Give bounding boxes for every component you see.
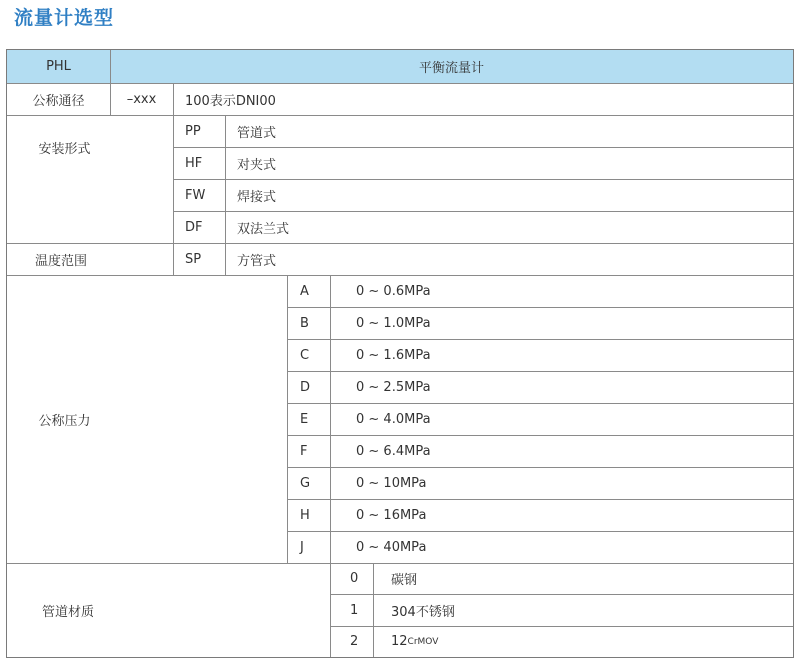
header-code-cell (7, 50, 110, 83)
pressure-desc-f (330, 435, 793, 467)
material-code-1 (330, 594, 373, 626)
pressure-code: C (300, 347, 310, 363)
caliber-desc: 100表示DNI00 (185, 93, 276, 109)
row-divider (287, 531, 793, 532)
row-divider (7, 115, 793, 116)
pressure-desc-a (330, 275, 793, 307)
pressure-desc: 0 ~ 16MPa (356, 507, 427, 523)
row-divider (330, 594, 793, 595)
row-divider (7, 243, 793, 244)
material-code-0 (330, 563, 373, 594)
row-divider (7, 83, 793, 84)
pressure-code-g (287, 467, 330, 499)
caliber-label: 公称通径 (32, 93, 85, 109)
material-code: 1 (350, 602, 359, 618)
pressure-desc: 0 ~ 4.0MPa (356, 411, 431, 427)
caliber-code-cell (110, 83, 173, 115)
pressure-desc: 0 ~ 6.4MPa (356, 443, 431, 459)
material-code: 0 (350, 571, 359, 586)
install-desc: 对夹式 (237, 157, 277, 173)
row-divider (287, 467, 793, 468)
pressure-desc: 0 ~ 1.0MPa (356, 315, 431, 331)
pressure-code: G (300, 475, 311, 491)
column-divider (173, 83, 174, 115)
row-divider (173, 179, 793, 180)
material-desc-2 (373, 626, 793, 657)
header-code: PHL (46, 59, 71, 74)
page-title: 流量计选型 (14, 7, 115, 29)
row-divider (287, 499, 793, 500)
pressure-code: B (300, 315, 309, 331)
row-divider (287, 435, 793, 436)
pressure-desc-d (330, 371, 793, 403)
install-code-hf (173, 147, 225, 179)
pressure-label-cell (7, 275, 122, 563)
material-desc-main: 12 (391, 634, 408, 649)
temperature-code: SP (185, 251, 202, 267)
install-code: PP (185, 123, 201, 139)
material-desc-0 (373, 563, 793, 594)
install-code-pp (173, 115, 225, 147)
material-desc: 304不锈钢 (391, 604, 455, 620)
row-divider (7, 275, 793, 276)
material-desc-sub: CrMOV (407, 636, 439, 647)
selection-table (6, 49, 794, 658)
pressure-code: A (300, 283, 309, 299)
temperature-label: 温度范围 (35, 253, 88, 269)
temperature-desc: 方管式 (237, 253, 277, 269)
install-desc: 管道式 (237, 125, 277, 141)
column-divider (373, 563, 374, 657)
pressure-desc: 0 ~ 40MPa (356, 539, 427, 555)
row-divider (287, 339, 793, 340)
pressure-code-f (287, 435, 330, 467)
column-divider (173, 115, 174, 275)
pressure-code: H (300, 507, 310, 523)
column-divider (225, 115, 226, 275)
pressure-code-e (287, 403, 330, 435)
column-divider (330, 275, 331, 657)
pressure-code: E (300, 411, 309, 427)
row-divider (287, 307, 793, 308)
header-name-cell (110, 50, 793, 83)
install-code-fw (173, 179, 225, 211)
pressure-desc-e (330, 403, 793, 435)
row-divider (7, 563, 793, 564)
temperature-desc-cell (225, 243, 793, 275)
install-code-df (173, 211, 225, 243)
material-code: 2 (350, 634, 359, 649)
row-divider (173, 147, 793, 148)
install-label: 安装形式 (38, 141, 91, 157)
pressure-code-j (287, 531, 330, 563)
pressure-desc-j (330, 531, 793, 563)
pressure-code: D (300, 379, 311, 395)
pressure-code: F (300, 443, 308, 459)
material-label: 管道材质 (41, 604, 94, 620)
install-desc: 双法兰式 (237, 221, 290, 237)
install-code: HF (185, 155, 203, 171)
install-code: DF (185, 219, 203, 235)
column-divider (287, 275, 288, 563)
material-code-2 (330, 626, 373, 657)
row-divider (287, 371, 793, 372)
caliber-code: –xxx (126, 91, 157, 107)
temperature-label-cell (21, 243, 171, 275)
pressure-desc: 0 ~ 1.6MPa (356, 347, 431, 363)
row-divider (330, 626, 793, 627)
pressure-desc: 0 ~ 2.5MPa (356, 379, 431, 395)
pressure-desc-b (330, 307, 793, 339)
temperature-code-cell (173, 243, 225, 275)
column-divider (110, 50, 111, 115)
pressure-desc-h (330, 499, 793, 531)
caliber-desc-cell (173, 83, 793, 115)
pressure-label: 公称压力 (38, 413, 91, 429)
install-desc-pp (225, 115, 793, 147)
pressure-desc: 0 ~ 10MPa (356, 475, 427, 491)
install-desc: 焊接式 (237, 189, 277, 205)
material-label-cell (7, 563, 129, 657)
row-divider (287, 403, 793, 404)
pressure-code-a (287, 275, 330, 307)
row-divider (173, 211, 793, 212)
material-desc: 碳钢 (391, 573, 418, 588)
pressure-code-d (287, 371, 330, 403)
pressure-desc: 0 ~ 0.6MPa (356, 283, 431, 299)
install-code: FW (185, 187, 206, 203)
install-desc-df (225, 211, 793, 243)
install-desc-hf (225, 147, 793, 179)
pressure-desc-g (330, 467, 793, 499)
pressure-code-c (287, 339, 330, 371)
caliber-label-cell (7, 83, 110, 115)
material-desc-1 (373, 594, 793, 626)
pressure-code-b (287, 307, 330, 339)
install-label-cell (7, 115, 122, 179)
header-name: 平衡流量计 (418, 61, 484, 76)
pressure-code: J (300, 539, 304, 555)
install-desc-fw (225, 179, 793, 211)
pressure-desc-c (330, 339, 793, 371)
pressure-code-h (287, 499, 330, 531)
